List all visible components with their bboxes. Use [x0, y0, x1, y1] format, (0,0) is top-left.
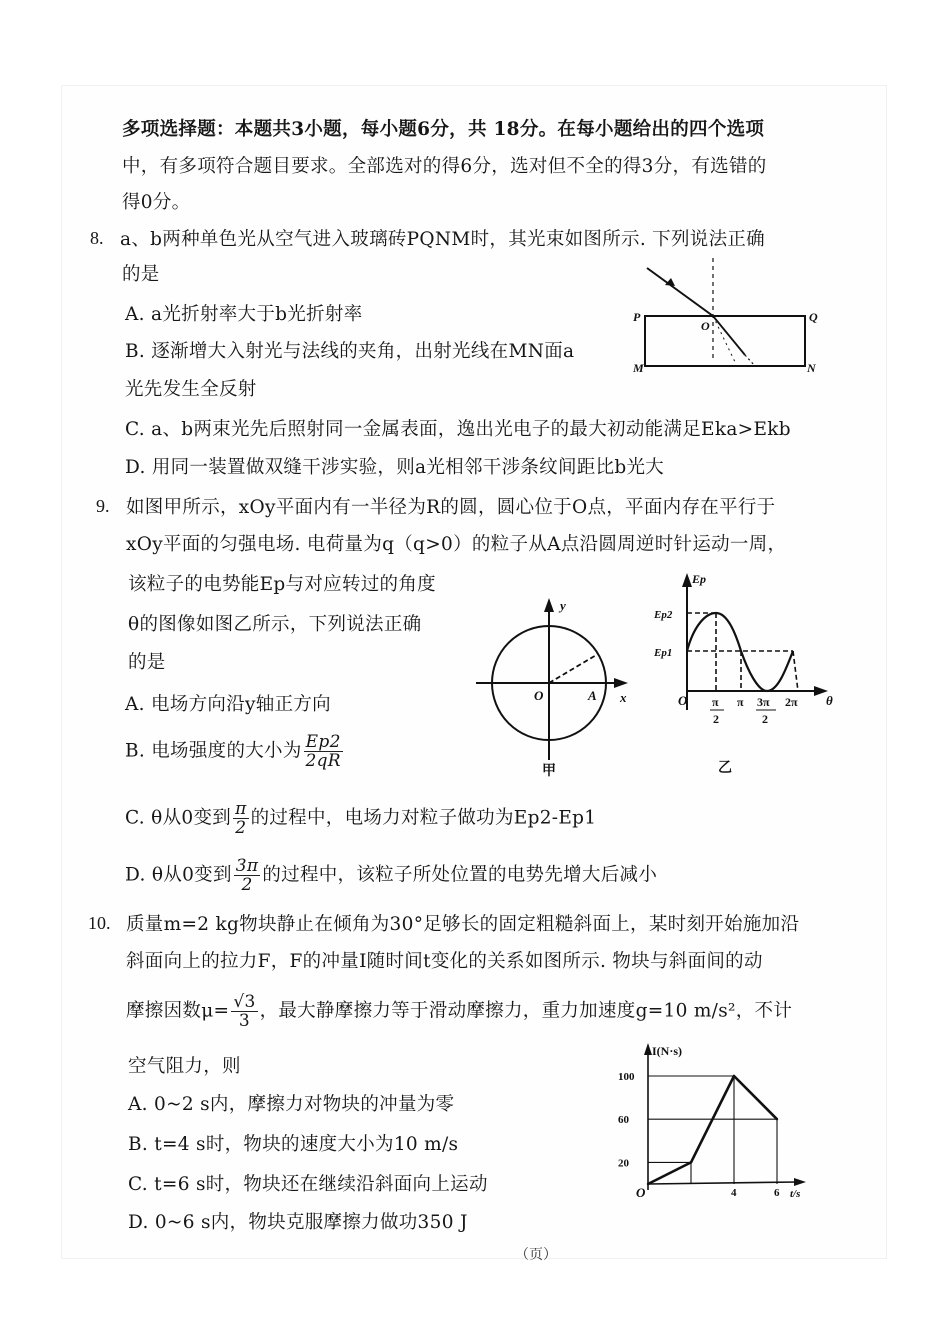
- glass-brick: [645, 316, 805, 366]
- q10-stem-line2: 斜面向上的拉力F，F的冲量I随时间t变化的关系如图所示. 物块与斜面间的动: [126, 951, 763, 972]
- y-axis-arrow-icon: [544, 598, 554, 612]
- x-axis-label: t/s: [790, 1188, 801, 1200]
- label-n: N: [807, 361, 816, 375]
- x-tick-label: 6: [774, 1187, 780, 1199]
- section-intro-line1: 多项选择题：本题共3小题，每小题6分，共 18分。在每小题给出的四个选项: [122, 119, 765, 140]
- q8-option-b-cont: 光先发生全反射: [125, 379, 257, 400]
- x-axis-arrow-icon: [794, 1178, 806, 1186]
- q10-stem-line3: [126, 993, 792, 1030]
- ep-axis-arrow-icon: [682, 573, 692, 587]
- fraction: [233, 800, 248, 837]
- caption-jia: 甲: [542, 764, 556, 779]
- q9-option-b: [125, 733, 345, 770]
- section-intro-line3: 得0分。: [122, 192, 191, 213]
- tick-3pi-half: 3π: [757, 695, 770, 709]
- data-point: [690, 1161, 692, 1163]
- q9-option-d-text-end: 的过程中，该粒子所处位置的电势先增大后减小: [262, 864, 658, 886]
- q9-option-c-text: C. θ从0变到: [125, 807, 232, 829]
- q9-figure-yi: [650, 565, 840, 780]
- q9-option-d-text: D. θ从0变到: [125, 864, 232, 886]
- fraction: [304, 733, 343, 770]
- label-y: y: [560, 598, 566, 613]
- q10-option-b: B. t=4 s时，物块的速度大小为10 m/s: [128, 1134, 459, 1155]
- denominator: 2: [235, 818, 247, 838]
- q8-option-b: B. 逐渐增大入射光与法线的夹角，出射光线在MN面a: [125, 341, 575, 362]
- q8-stem-line2: 的是: [122, 264, 160, 285]
- y-axis-arrow-icon: [644, 1043, 652, 1055]
- q9-stem-line3: 该粒子的电势能Ep与对应转过的角度: [128, 574, 436, 595]
- q10-stem-line1: 质量m=2 kg物块静止在倾角为30°足够长的固定粗糙斜面上，某时刻开始施加沿: [126, 914, 800, 935]
- q9-stem-line1: 如图甲所示，xOy平面内有一半径为R的圆，圆心位于O点，平面内存在平行于: [126, 497, 776, 518]
- label-ep: Ep: [692, 572, 707, 586]
- numerator: 3π: [235, 856, 259, 876]
- section-intro-line2: 中，有多项符合题目要求。全部选对的得6分，选对但不全的得3分，有选错的: [122, 156, 767, 177]
- q8-glass-brick-figure: [625, 250, 825, 380]
- q9-option-a: A. 电场方向沿y轴正方向: [125, 694, 331, 715]
- denominator: 3: [238, 1011, 251, 1031]
- tick-pi: π: [737, 695, 744, 709]
- q8-option-d: D. 用同一装置做双缝干涉实验，则a光相邻干涉条纹间距比b光大: [125, 457, 665, 478]
- label-theta: θ: [826, 693, 833, 708]
- numerator: π: [235, 799, 247, 819]
- q10-stem-line4: 空气阻力，则: [128, 1056, 241, 1077]
- label-a: A: [588, 688, 597, 703]
- data-point: [647, 1183, 649, 1185]
- label-ep1: Ep1: [654, 647, 673, 659]
- question-number-10: 10.: [88, 913, 111, 933]
- label-p: P: [633, 310, 641, 324]
- refracted-ray-dotted: [745, 355, 755, 366]
- ep-curve: [687, 613, 793, 691]
- q9-option-b-text: B. 电场强度的大小为: [125, 740, 302, 762]
- q9-option-d: [125, 857, 657, 894]
- tick-3pi-half-den: 2: [762, 712, 768, 726]
- q9-stem-line5: 的是: [128, 652, 166, 673]
- label-o: O: [701, 319, 710, 333]
- q9-option-c-text-end: 的过程中，电场力对粒子做功为Ep2-Ep1: [250, 807, 597, 829]
- y-tick-label: 100: [618, 1071, 635, 1083]
- q9-stem-line2: xOy平面的匀强电场. 电荷量为q（q>0）的粒子从A点沿圆周逆时针运动一周，: [126, 534, 787, 555]
- question-number-8: 8.: [90, 228, 104, 248]
- y-tick-label: 20: [618, 1157, 629, 1170]
- incident-ray: [647, 268, 713, 316]
- caption-yi: 乙: [718, 761, 732, 776]
- x-axis: [648, 1182, 798, 1184]
- label-q: Q: [809, 310, 818, 324]
- fraction: [231, 993, 257, 1030]
- q10-stem-line3-text: 摩擦因数μ=: [126, 1000, 230, 1022]
- q10-option-c: C. t=6 s时，物块还在继续沿斜面向上运动: [128, 1174, 488, 1195]
- label-o: O: [678, 693, 688, 708]
- numerator: Ep2: [305, 732, 341, 752]
- q10-impulse-chart: [610, 1035, 810, 1205]
- numerator: √3: [233, 992, 256, 1012]
- y-axis-label: I(N·s): [652, 1044, 682, 1058]
- fraction: [234, 857, 261, 894]
- q9-option-c: [125, 800, 596, 837]
- impulse-line: [648, 1076, 777, 1184]
- x-tick-label: 4: [731, 1187, 737, 1199]
- label-m: M: [633, 361, 644, 375]
- q9-figure-jia: [470, 590, 640, 780]
- q8-option-a: A. a光折射率大于b光折射率: [125, 304, 363, 325]
- tick-pi-half: π: [712, 695, 719, 709]
- label-ep2: Ep2: [654, 609, 673, 621]
- tick-2pi: 2π: [785, 695, 798, 709]
- q9-stem-line4: θ的图像如图乙所示，下列说法正确: [128, 614, 422, 635]
- q10-option-a: A. 0~2 s内，摩擦力对物块的冲量为零: [128, 1094, 455, 1115]
- q10-option-d: D. 0~6 s内，物块克服摩擦力做功350 J: [128, 1212, 468, 1233]
- label-x: x: [620, 690, 627, 705]
- data-point: [733, 1075, 735, 1077]
- label-o: O: [534, 688, 544, 703]
- page-footer: （页）: [515, 1247, 557, 1263]
- denominator: 2: [241, 875, 253, 895]
- radius-dashed: [549, 654, 598, 683]
- q8-option-c: C. a、b两束光先后照射同一金属表面，逸出光电子的最大初动能满足Eka>Ekb: [125, 419, 791, 440]
- data-point: [776, 1118, 778, 1120]
- x-axis-arrow-icon: [614, 678, 628, 688]
- q10-stem-line3-text-end: ，最大静摩擦力等于滑动摩擦力，重力加速度g=10 m/s²，不计: [259, 1000, 793, 1022]
- y-tick-label: 60: [618, 1114, 629, 1127]
- question-number-9: 9.: [96, 496, 110, 516]
- q8-stem-line1: a、b两种单色光从空气进入玻璃砖PQNM时，其光束如图所示. 下列说法正确: [120, 229, 765, 250]
- tick-pi-half-den: 2: [713, 712, 719, 726]
- denominator: 2qR: [305, 751, 341, 771]
- origin-label: O: [636, 1185, 646, 1200]
